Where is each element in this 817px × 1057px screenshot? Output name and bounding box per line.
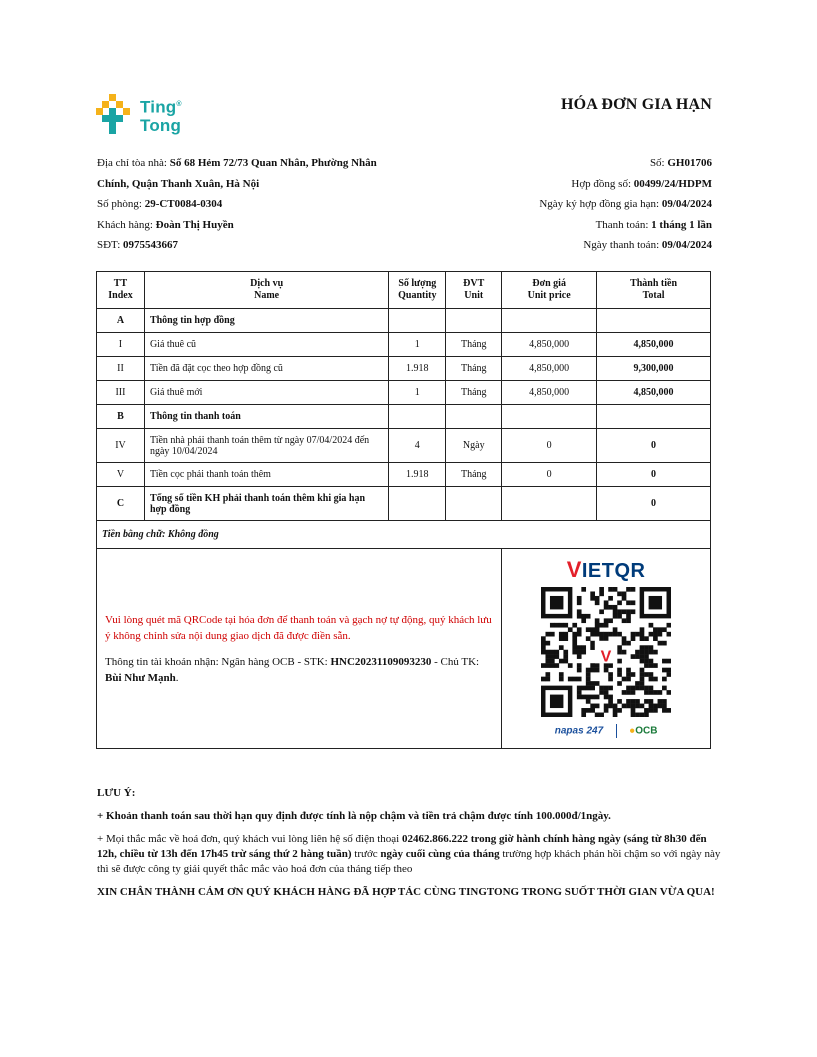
notes-section (97, 786, 722, 908)
contract-number: 00499/24/HDPM (633, 177, 712, 190)
header-total: Thành tiền Total (597, 272, 711, 309)
vietqr-logo: VIETQR (566, 557, 646, 582)
qr-code-icon[interactable] (541, 587, 671, 717)
account-owner: Bùi Như Mạnh (105, 671, 176, 684)
header-index: TT Index (97, 272, 145, 309)
contract-info: Số: GH01706 Hợp đồng số: 00499/24/HDPM Ngày ký hợp đồng gia hạn: 09/04/2024 Thanh toán: 1 tháng 1 lần Ngày thanh toán: 09/04/2024 (539, 157, 712, 251)
notes-heading: LƯU Ý: (97, 787, 136, 799)
customer-value: Đoàn Thị Huyền (155, 218, 234, 231)
section-row-a: A Thông tin hợp đồng (97, 309, 711, 333)
address-value: Số 68 Hẻm 72/73 Quan Nhân, Phường Nhân (169, 157, 377, 169)
bank-account-info: Thông tin tài khoản nhận: Ngân hàng OCB - STK: HNC20231109093230 - Chủ TK: Bùi Như Mạnh. (105, 655, 480, 684)
qr-cell (502, 549, 711, 749)
invoice-number: GH01706 (667, 157, 712, 169)
invoice-table (96, 271, 711, 749)
header-quantity: Số lượng Quantity (389, 272, 446, 309)
payment-info-row (97, 549, 711, 749)
page-title: HÓA ĐƠN GIA HẠN (560, 96, 712, 113)
account-number: HNC20231109093230 (330, 655, 432, 668)
table-row: III Giá thuê mới 1 Tháng 4,850,000 4,850,000 (97, 381, 711, 405)
logo-text: Ting® Tong (140, 97, 182, 135)
header-unit: ĐVT Unit (446, 272, 502, 309)
napas-logo: napas 247 (554, 725, 604, 737)
table-row: II Tiền đã đặt cọc theo hợp đồng cũ 1.918 Tháng 4,850,000 9,300,000 (97, 357, 711, 381)
qr-instruction: Vui lòng quét mã QRCode tại hóa đơn để thanh toán và gạch nợ tự động, quý khách lưu ý không chỉnh sửa nội dung giao dịch đã được điền sẵn. (105, 613, 492, 642)
section-row-b: B Thông tin thanh toán (97, 405, 711, 429)
header-name: Dịch vụ Name (144, 272, 388, 309)
sign-date: 09/04/2024 (661, 198, 712, 210)
amount-in-words: Tiền bằng chữ: Không đồng (97, 521, 711, 549)
bank-logos (507, 724, 705, 738)
payment-frequency: 1 tháng 1 lần (651, 218, 712, 231)
room-value: 29-CT0084-0304 (144, 198, 223, 210)
late-payment-note: + Khoản thanh toán sau thời hạn quy định được tính là nộp chậm và tiền trả chậm được tính 100.000đ/1ngày. (97, 810, 611, 822)
building-info: Địa chỉ tòa nhà: Số 68 Hẻm 72/73 Quan Nhân, Phường Nhân Chính, Quận Thanh Xuân, Hà Nội Số phòng: 29-CT0084-0304 Khách hàng: Đoàn Thị Huyền SĐT: 0975543667 (97, 157, 377, 251)
section-row-c: C Tổng số tiền KH phải thanh toán thêm khi gia hạn hợp đồng 0 (97, 487, 711, 521)
table-row: I Giá thuê cũ 1 Tháng 4,850,000 4,850,000 (97, 333, 711, 357)
table-row: V Tiền cọc phải thanh toán thêm 1.918 Tháng 0 0 (97, 463, 711, 487)
table-header-row (97, 272, 711, 309)
header-price: Đơn giá Unit price (502, 272, 597, 309)
address-value-2: Chính, Quận Thanh Xuân, Hà Nội (97, 177, 260, 190)
payment-instructions (97, 549, 502, 749)
svg-text:V: V (600, 648, 612, 666)
tingtong-logo (96, 94, 196, 138)
table-row: IV Tiền nhà phải thanh toán thêm từ ngày 07/04/2024 đến ngày 10/04/2024 4 Ngày 0 0 (97, 429, 711, 463)
amount-in-words-row (97, 521, 711, 549)
thanks-message: XIN CHÂN THÀNH CẢM ƠN QUÝ KHÁCH HÀNG ĐÃ HỢP TÁC CÙNG TINGTONG TRONG SUỐT THỜI GIAN VỪA QUA! (97, 886, 715, 898)
logo-mark-icon (96, 94, 136, 138)
ocb-logo: ●OCB (629, 725, 658, 737)
phone-value: 0975543667 (123, 239, 179, 251)
payment-date: 09/04/2024 (661, 239, 712, 251)
contact-note: + Mọi thắc mắc về hoá đơn, quý khách vui lòng liên hệ số điện thoại 02462.866.222 trong giờ hành chính hàng ngày (sáng từ 8h30 đến 12h, chiều từ 13h đến 17h45 trừ sáng thứ 2 hàng tuần) trước ngày cuối cùng của tháng trường hợp khách phản hồi chậm so với ngày này thì sẽ được công ty giải quyết thắc mắc vào hoá đơn của tháng tiếp theo (97, 833, 721, 875)
